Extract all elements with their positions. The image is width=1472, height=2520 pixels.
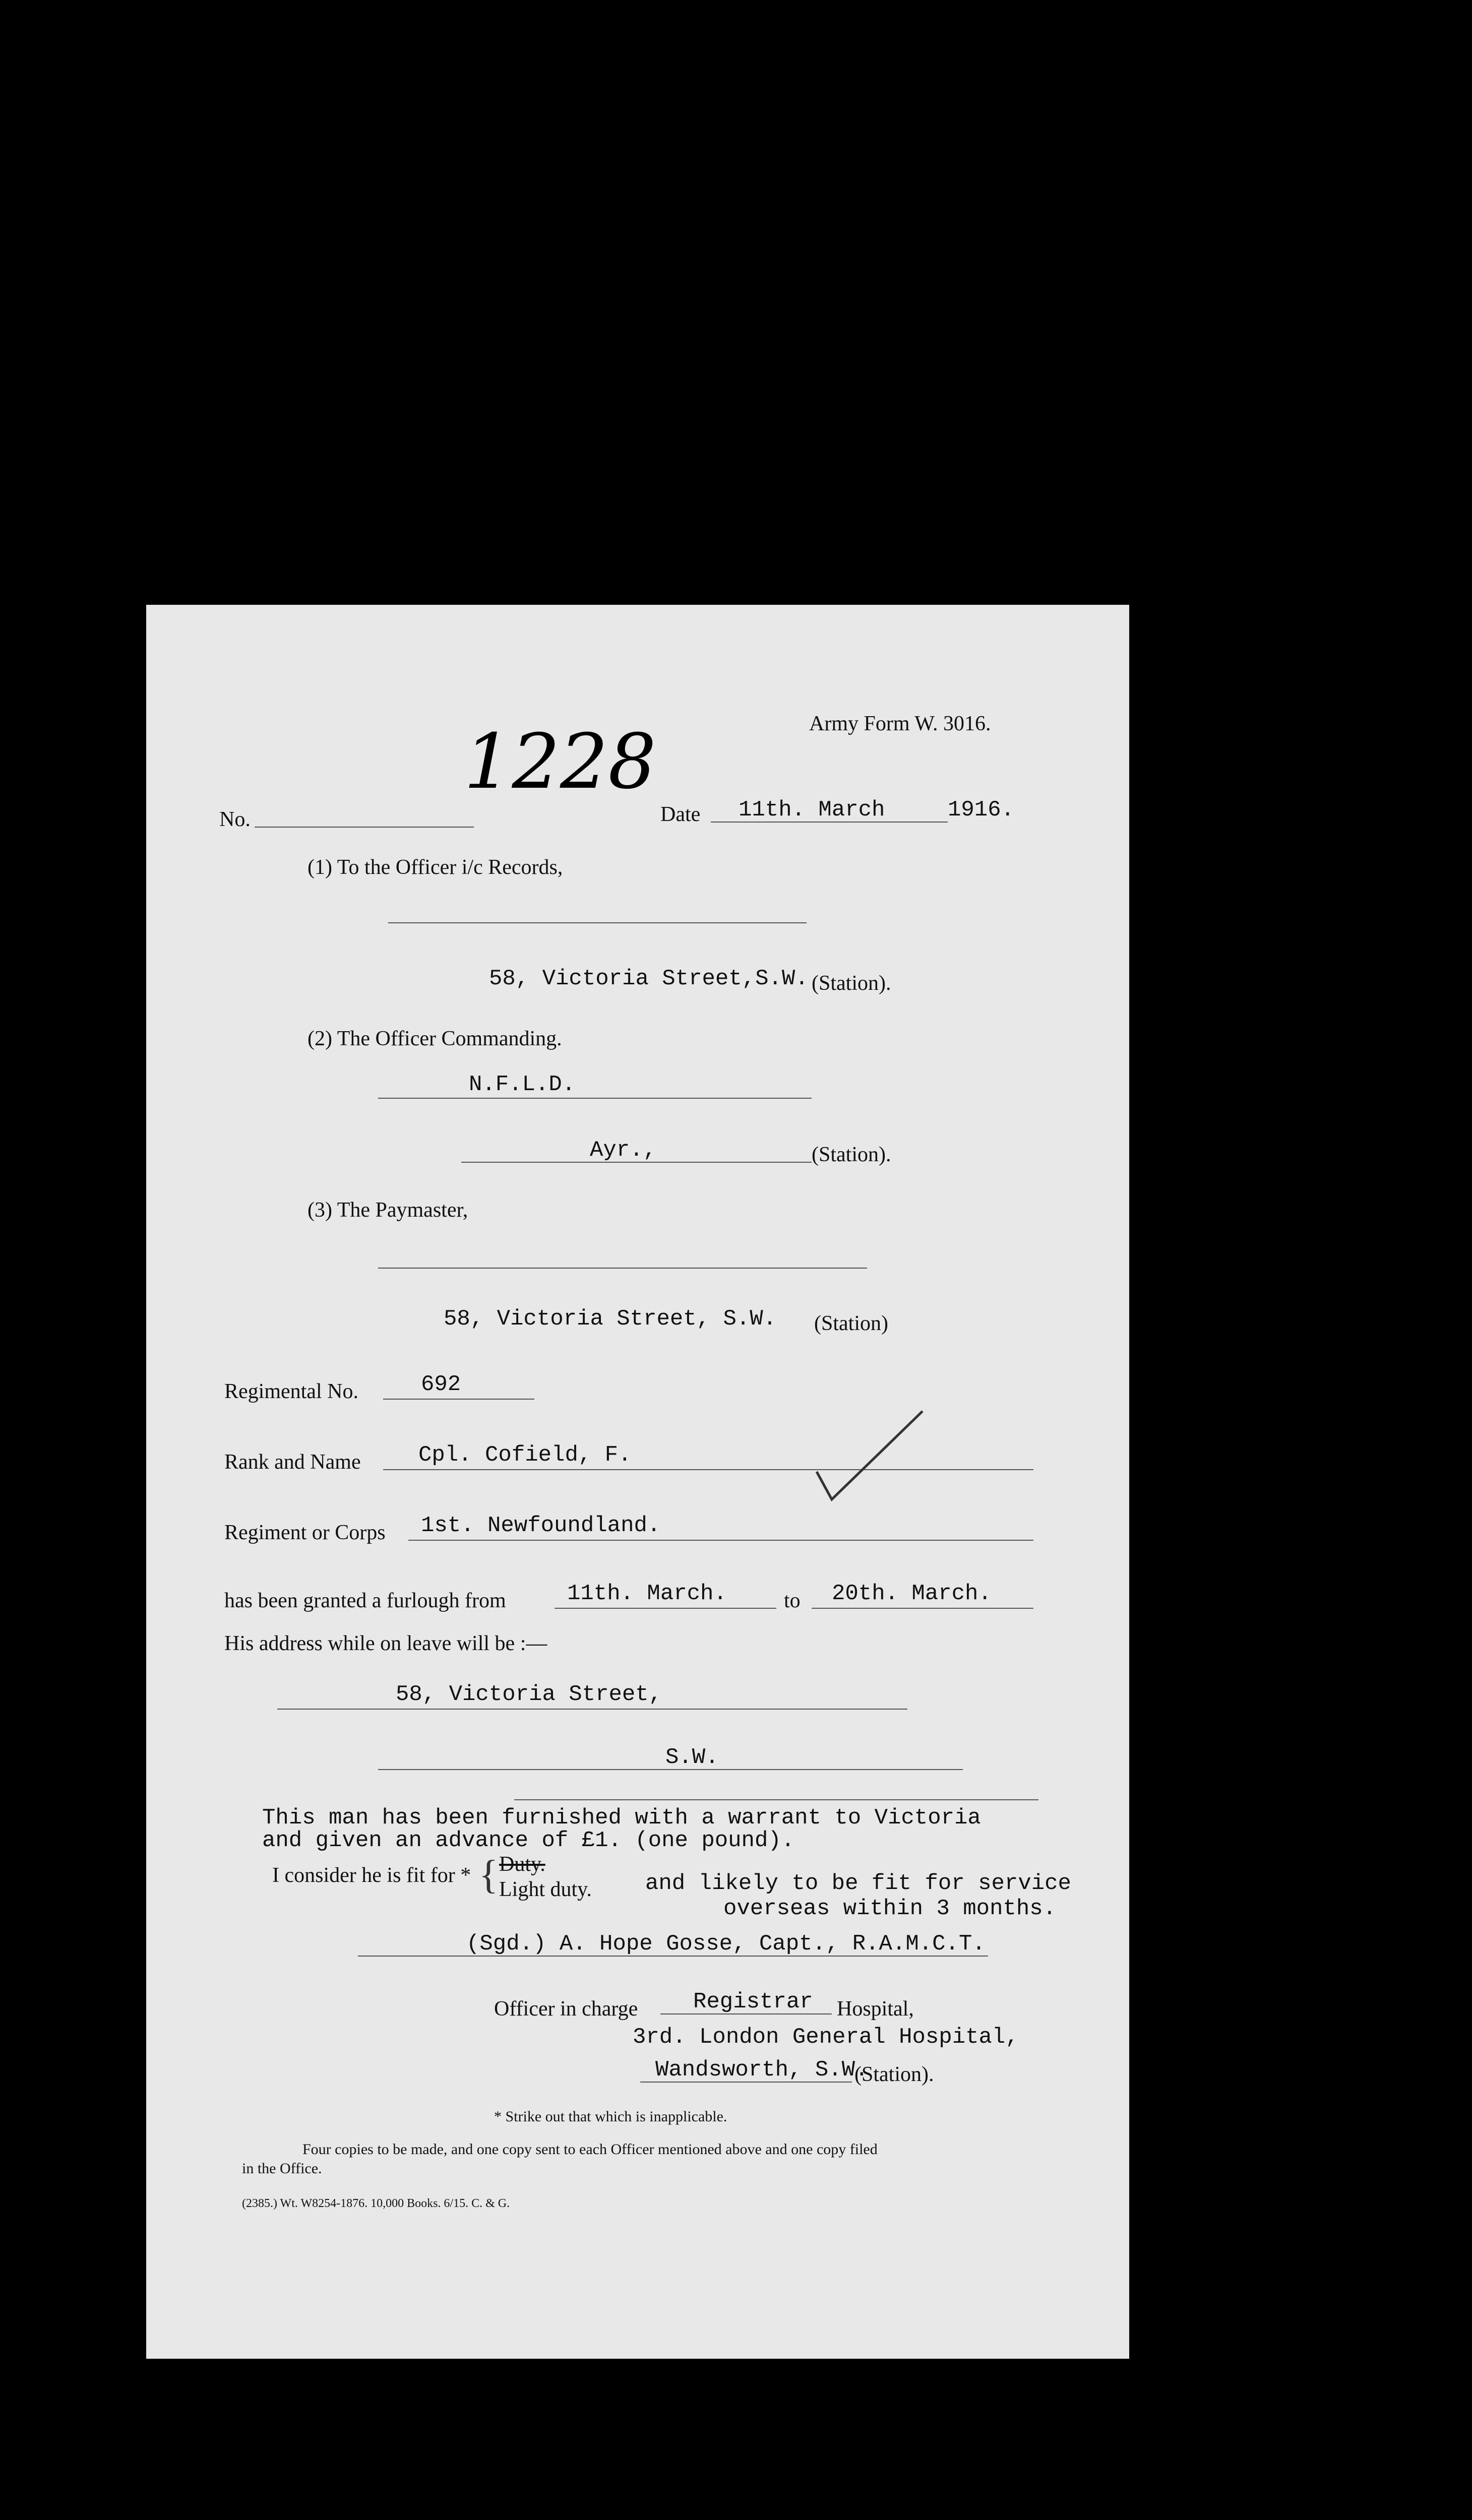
fit-remark2: overseas within 3 months.	[723, 1896, 1057, 1921]
hospital-station-value: Wandsworth, S.W.	[655, 2057, 869, 2083]
records-station-value: 58, Victoria Street,S.W.	[489, 966, 809, 991]
paymaster-station-value: 58, Victoria Street, S.W.	[444, 1306, 777, 1332]
furlough-to-line	[812, 1608, 1033, 1609]
oc-station-line	[461, 1162, 812, 1163]
handwritten-number: 1228	[464, 718, 656, 806]
furlough-from: 11th. March.	[567, 1581, 727, 1606]
duty-struck: Duty.	[499, 1853, 545, 1876]
form-title: Army Form W. 3016.	[809, 712, 991, 735]
fit-remark1: and likely to be fit for service	[645, 1871, 1071, 1896]
regiment-value: 1st. Newfoundland.	[421, 1513, 661, 1538]
army-form-w3016	[146, 605, 1129, 2359]
officer-in-charge-label: Officer in charge	[494, 1997, 638, 2021]
regimental-no-label: Regimental No.	[224, 1380, 358, 1403]
copies-note-1: Four copies to be made, and one copy sent to each Officer mentioned above and one copy filed	[302, 2141, 878, 2158]
footnote: * Strike out that which is inapplicable.	[494, 2108, 727, 2125]
to-records-heading: (1) To the Officer i/c Records,	[308, 856, 563, 879]
fit-label: I consider he is fit for *	[272, 1864, 471, 1887]
oc-station-value: Ayr.,	[590, 1138, 657, 1163]
light-duty: Light duty.	[499, 1878, 592, 1901]
oc-unit-value: N.F.L.D.	[469, 1072, 576, 1097]
paymaster-line	[378, 1268, 867, 1269]
furlough-from-line	[555, 1608, 776, 1609]
signature-line	[358, 1956, 988, 1957]
no-label: No.	[219, 808, 251, 831]
furlough-to: 20th. March.	[832, 1581, 992, 1606]
to-label: to	[784, 1589, 801, 1612]
paymaster-station-label: (Station)	[814, 1312, 888, 1335]
printer-line: (2385.) Wt. W8254-1876. 10,000 Books. 6/15. C. & G.	[242, 2197, 510, 2210]
records-line	[388, 922, 807, 923]
address-line2-rule	[378, 1769, 963, 1770]
address-line1-rule	[277, 1709, 907, 1710]
copies-note-2: in the Office.	[242, 2160, 322, 2177]
regiment-line	[408, 1540, 1033, 1541]
furlough-label: has been granted a furlough from	[224, 1589, 506, 1612]
regiment-label: Regiment or Corps	[224, 1521, 386, 1544]
registrar-value: Registrar	[693, 1989, 813, 2014]
paymaster-heading: (3) The Paymaster,	[308, 1199, 468, 1222]
remark-rule	[514, 1799, 1038, 1800]
hospital-name: 3rd. London General Hospital,	[633, 2025, 1019, 2050]
remark-line2: and given an advance of £1. (one pound).	[262, 1828, 795, 1853]
regimental-no-value: 692	[421, 1372, 461, 1397]
address-line1: 58, Victoria Street,	[396, 1682, 662, 1707]
hospital-station-line	[640, 2082, 852, 2083]
regimental-no-line	[383, 1399, 534, 1400]
date-value: 11th. March	[739, 797, 885, 823]
records-station-label: (Station).	[812, 972, 891, 995]
registrar-line	[660, 2013, 832, 2014]
address-line2: S.W.	[665, 1745, 719, 1770]
fit-brace: {	[479, 1853, 499, 1897]
date-label: Date	[660, 803, 701, 826]
address-label: His address while on leave will be :—	[224, 1632, 547, 1655]
signature: (Sgd.) A. Hope Gosse, Capt., R.A.M.C.T.	[466, 1931, 986, 1957]
rank-name-value: Cpl. Cofield, F.	[418, 1442, 632, 1468]
officer-commanding-heading: (2) The Officer Commanding.	[308, 1027, 562, 1050]
check-mark	[812, 1406, 928, 1507]
hospital-station-label: (Station).	[854, 2063, 934, 2086]
rank-name-line	[383, 1469, 1033, 1470]
hospital-label: Hospital,	[837, 1997, 914, 2021]
oc-station-label: (Station).	[812, 1143, 891, 1166]
oc-unit-line	[378, 1098, 812, 1099]
date-line	[711, 822, 948, 823]
remark-line1: This man has been furnished with a warrant to Victoria	[262, 1805, 981, 1831]
rank-name-label: Rank and Name	[224, 1451, 361, 1474]
no-line	[255, 827, 474, 828]
date-year: 1916.	[948, 797, 1015, 823]
